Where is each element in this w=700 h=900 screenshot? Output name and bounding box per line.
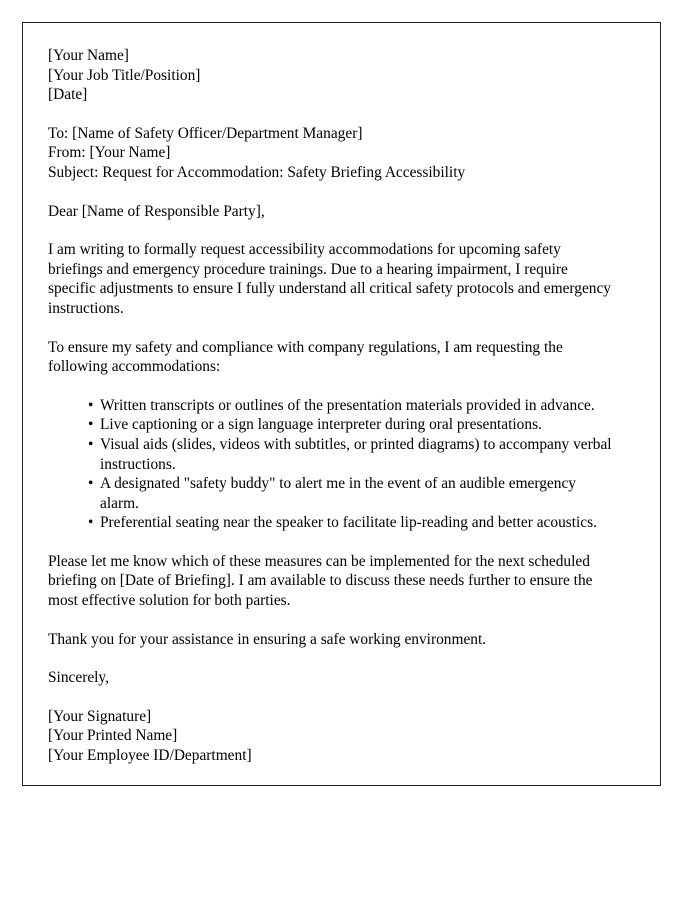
list-item: • Live captioning or a sign language interpreter during oral presentations. [88,415,613,435]
sender-name: [Your Name] [48,47,129,64]
accommodation-list [48,396,613,533]
memo-to-line: To: [Name of Safety Officer/Department Manager] [48,124,363,142]
memo-header-block [48,124,613,183]
document-page-border [22,22,661,786]
list-item: • Preferential seating near the speaker to facilitate lip-reading and better acoustics. [88,513,613,533]
salutation: Dear [Name of Responsible Party], [48,202,265,220]
letter-content [48,46,613,785]
sender-block [48,46,613,105]
sender-job-title: [Your Job Title/Position] [48,66,201,84]
body-paragraph-1: I am writing to formally request accessibility accommodations for upcoming safety briefings and emergency procedure trainings. Due to a hearing impairment, I require specific adjustments to ensure I fully understand all critical safety protocols and emergency instructions. [48,241,611,317]
signature-line: [Your Signature] [48,707,152,725]
body-paragraph-2: To ensure my safety and compliance with company regulations, I am requesting the following accommodations: [48,338,563,376]
list-item: • A designated "safety buddy" to alert me in the event of an audible emergency alarm. [88,474,613,513]
printed-name-line: [Your Printed Name] [48,727,178,745]
employee-id-line: [Your Employee ID/Department] [48,747,252,765]
sender-date: [Date] [48,86,88,104]
memo-subject-line: Subject: Request for Accommodation: Safety Briefing Accessibility [48,163,466,181]
memo-from-line: From: [Your Name] [48,144,171,162]
signature-block [48,707,613,766]
body-paragraph-3: Please let me know which of these measures can be implemented for the next scheduled briefing on [Date of Briefing]. I am available to discuss these needs further to ensure the most effective solution for both parties. [48,552,593,610]
list-item: • Visual aids (slides, videos with subtitles, or printed diagrams) to accompany verbal instructions. [88,435,613,474]
body-paragraph-4: Thank you for your assistance in ensuring a safe working environment. [48,630,487,648]
list-item: • Written transcripts or outlines of the presentation materials provided in advance. [88,396,613,416]
closing-salutation: Sincerely, [48,669,109,687]
